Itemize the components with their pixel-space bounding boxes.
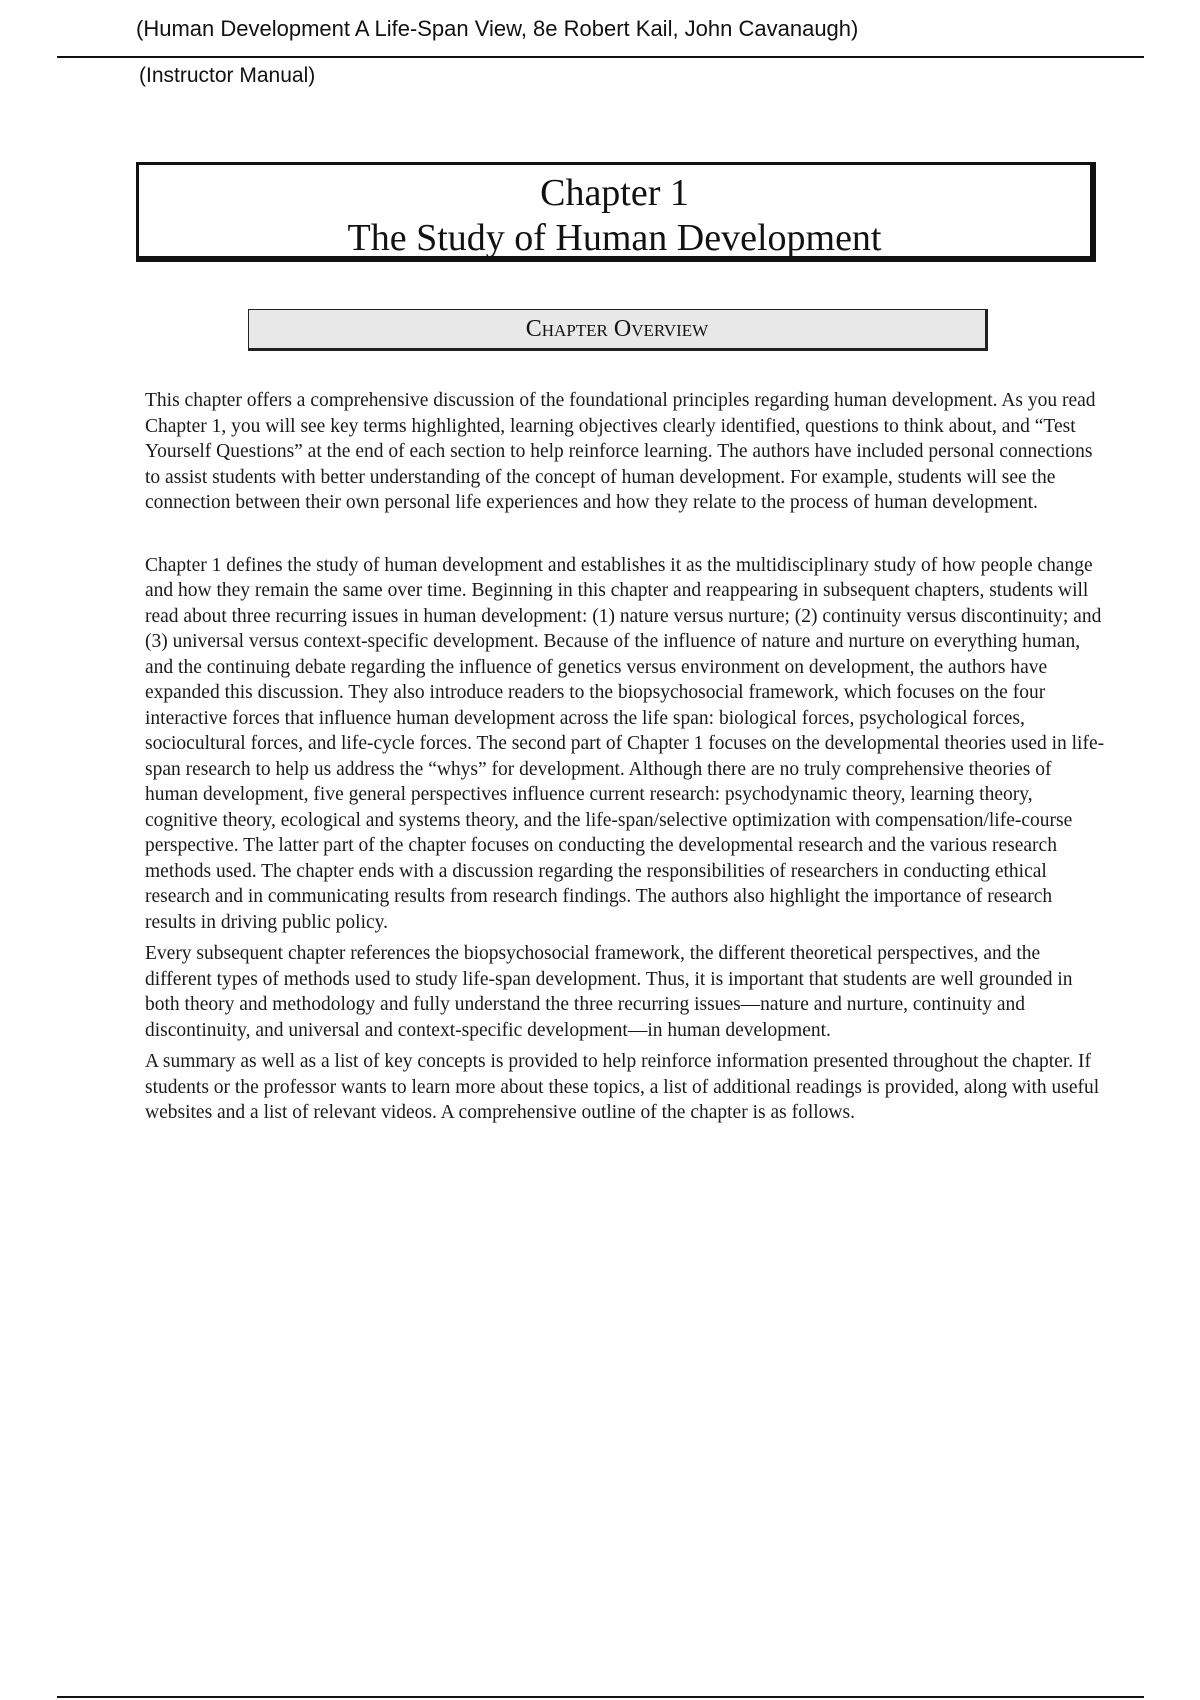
paragraph: A summary as well as a list of key concepts is provided to help reinforce information presented throughout the chapter. If students or the professor wants to learn more about these topics, a list of additional readings is provided, along with useful websites and a list of relevant videos. A comprehensive outline of the chapter is as follows. (145, 1051, 1100, 1123)
body-text (145, 388, 1105, 1126)
section-heading: Chapter Overview (248, 309, 988, 351)
header-rule (57, 56, 1144, 58)
paragraph: Every subsequent chapter references the biopsychosocial framework, the different theoretical perspectives, and the different types of methods used to study life-span development. Thus, it is important that students are well grounded in both theory and methodology and fully understand the three recurring issues—nature and nurture, continuity and discontinuity, and universal and context-specific development—in human development. (145, 943, 1073, 1041)
running-header: (Human Development A Life-Span View, 8e Robert Kail, John Cavanaugh) (136, 16, 859, 41)
sub-header: (Instructor Manual) (139, 64, 316, 87)
chapter-number: Chapter 1 (540, 172, 689, 214)
paragraph: This chapter offers a comprehensive discussion of the foundational principles regarding human development. As you read Chapter 1, you will see key terms highlighted, learning objectives clearly identified, questions to think about, and “Test Yourself Questions” at the end of each section to help reinforce learning. The authors have included personal connections to assist students with better understanding of the concept of human development. For example, students will see the connection between their own personal life experiences and how they relate to the process of human development. (145, 390, 1096, 513)
chapter-title: The Study of Human Development (347, 217, 882, 259)
paragraph: Chapter 1 defines the study of human development and establishes it as the multidisciplinary study of how people change and how they remain the same over time. Beginning in this chapter and reappearing in subsequent chapters, students will read about three recurring issues in human development: (1) nature versus nurture; (2) continuity versus discontinuity; and (3) universal versus context-specific development. Because of the influence of nature and nurture on everything human, and the continuing debate regarding the influence of genetics versus environment on development, the authors have expanded this discussion. They also introduce readers to the biopsychosocial framework, which focuses on the four interactive forces that influence human development across the life span: biological forces, psychological forces, sociocultural forces, and life-cycle forces. The second part of Chapter 1 focuses on the developmental theories used in life-span research to help us address the “whys” for development. Although there are no truly comprehensive theories of human development, five general perspectives influence current research: psychodynamic theory, learning theory, cognitive theory, ecological and systems theory, and the life-span/selective optimization with compensation/life-course perspective. The latter part of the chapter focuses on conducting the developmental research and the various research methods used. The chapter ends with a discussion regarding the responsibilities of researchers in conducting ethical research and in communicating results from research findings. The authors also highlight the importance of research results in driving public policy. (145, 554, 1105, 933)
footer-rule (57, 1696, 1144, 1698)
chapter-title-box (136, 162, 1096, 262)
